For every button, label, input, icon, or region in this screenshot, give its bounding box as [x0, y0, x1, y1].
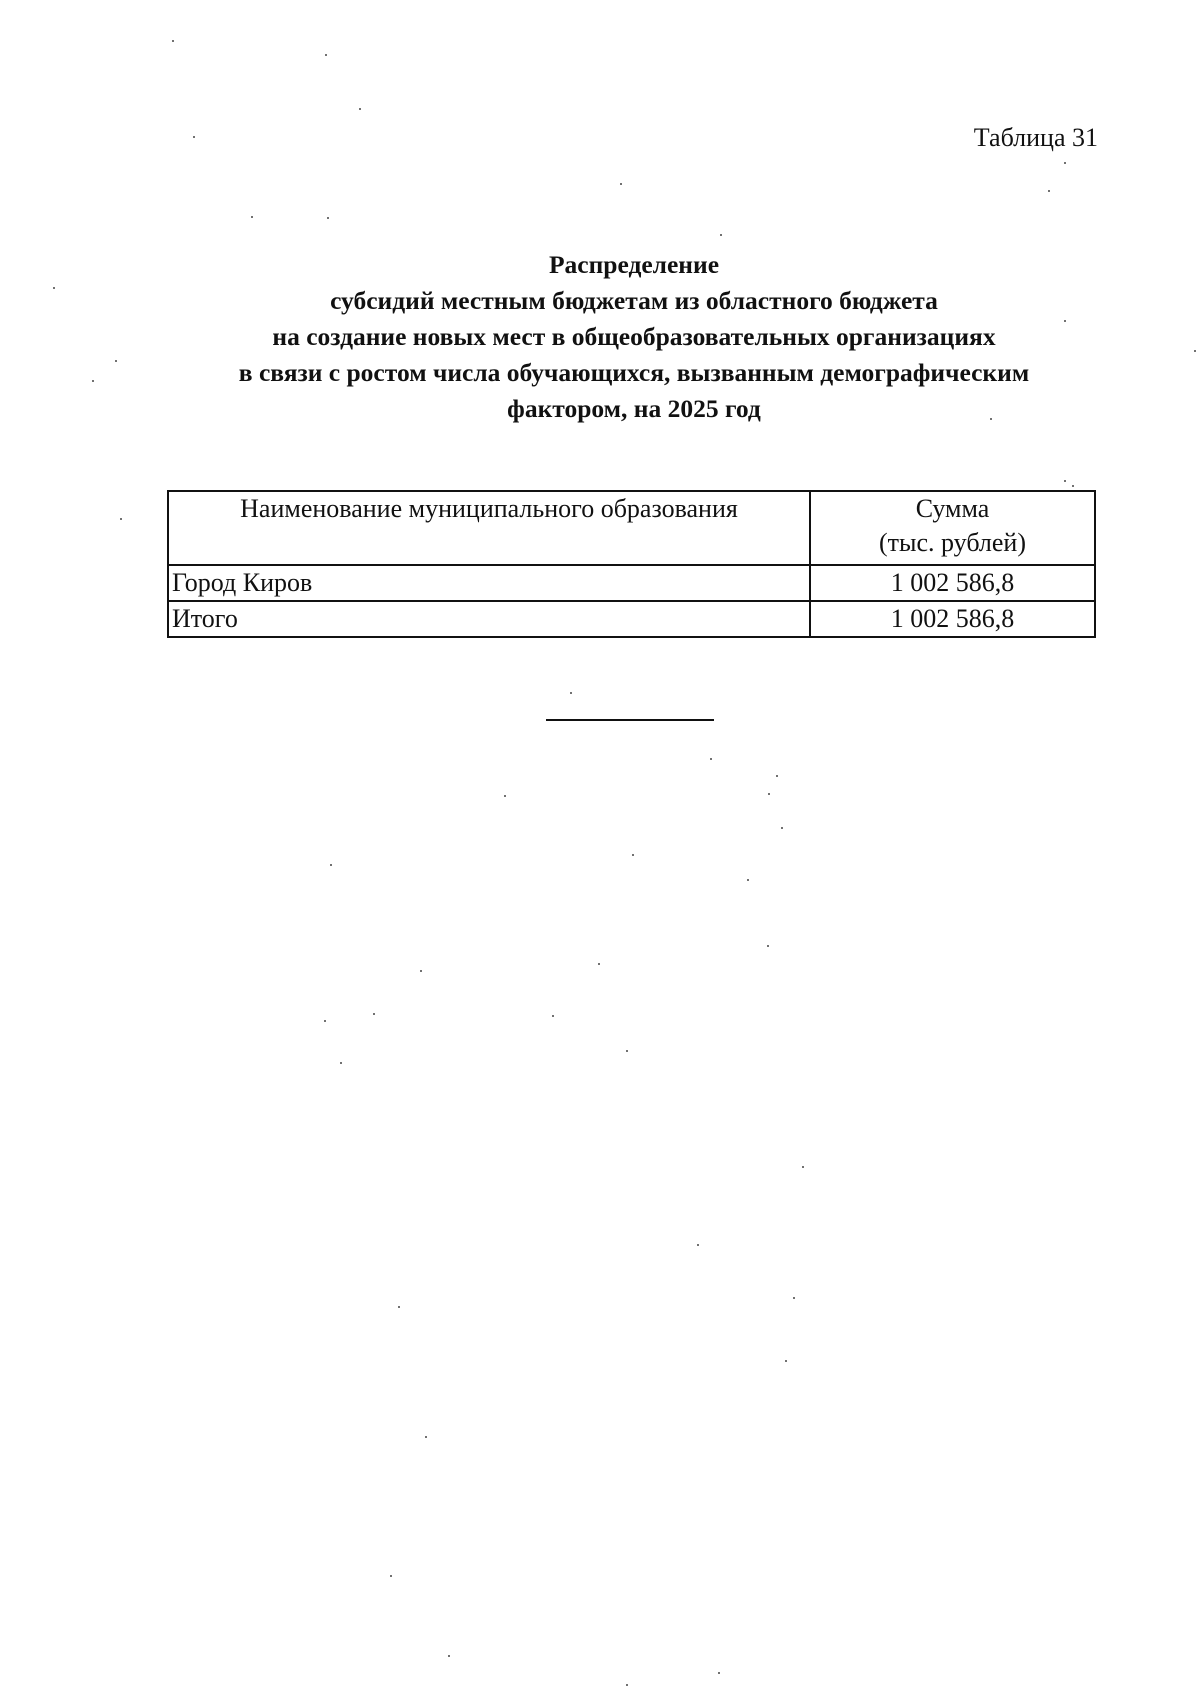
heading-line-4: в связи с ростом числа обучающихся, вызванным демографическим [238, 358, 1030, 387]
subsidy-table [167, 490, 1096, 638]
header-municipality: Наименование муниципального образования [168, 491, 810, 565]
end-separator-line [546, 719, 714, 721]
heading-line-3: на создание новых мест в общеобразовательных организациях [272, 322, 996, 351]
table-row [168, 565, 1095, 601]
header-sum [810, 491, 1095, 565]
heading-line-5: фактором, на 2025 год [507, 394, 761, 423]
row-municipality-name: Город Киров [168, 565, 810, 601]
header-sum-unit: (тыс. рублей) [878, 528, 1026, 557]
document-heading [150, 247, 1118, 427]
heading-line-2: субсидий местным бюджетам из областного бюджета [330, 286, 938, 315]
total-sum-value: 1 002 586,8 [810, 601, 1095, 637]
total-label: Итого [168, 601, 810, 637]
heading-line-1: Распределение [548, 250, 720, 279]
table-header-row [168, 491, 1095, 565]
header-sum-title: Сумма [915, 494, 990, 523]
total-row [168, 601, 1095, 637]
row-sum-value: 1 002 586,8 [810, 565, 1095, 601]
table-number: Таблица 31 [973, 123, 1098, 152]
